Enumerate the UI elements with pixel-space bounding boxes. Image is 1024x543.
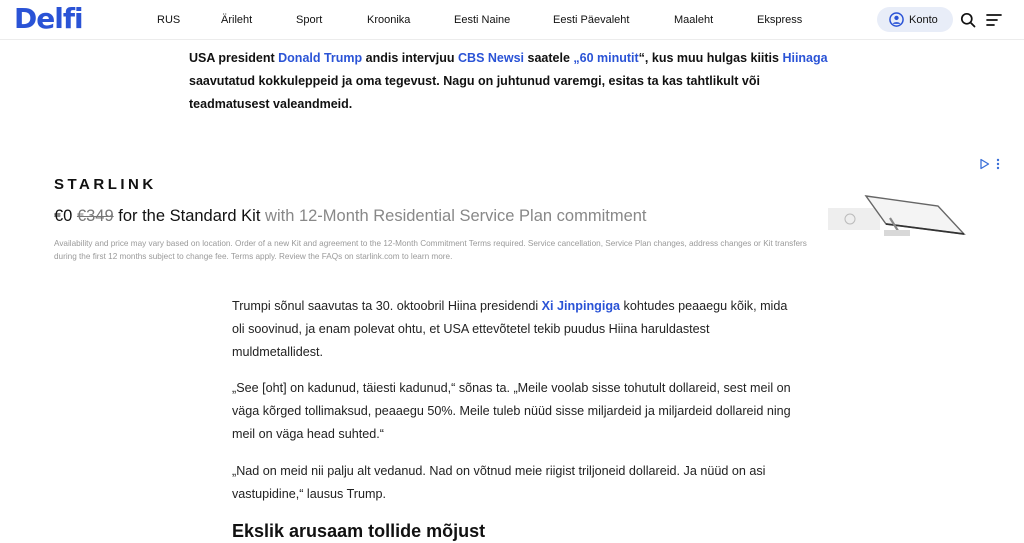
starlink-advertisement[interactable]	[0, 150, 1024, 275]
link-cbs-news[interactable]: CBS Newsi	[458, 51, 525, 65]
lead-text: “, kus muu hulgas kiitis	[638, 51, 783, 65]
lead-text: andis intervjuu	[362, 51, 459, 65]
ad-headline-main: for the Standard Kit	[113, 207, 261, 225]
paragraph-text: kohtudes peaaegu kõik, mida oli soovinud, ja enam polevat ohtu, et USA ettevõtetel tekib puudus Hiina haruldastest muldmetallidest.	[232, 299, 788, 359]
nav-item-kroonika[interactable]: Kroonika	[367, 14, 411, 26]
nav-item-eesti-naine[interactable]: Eesti Naine	[454, 14, 511, 26]
menu-icon[interactable]	[986, 13, 1002, 27]
lead-text: saavutatud kokkuleppeid ja oma tegevust. Nagu on juhtunud varemgi, esitas ta kas tahtlikult või teadmatusest valeandmeid.	[189, 74, 760, 111]
account-button[interactable]	[877, 7, 953, 32]
search-icon[interactable]	[960, 12, 976, 28]
nav-item-rus[interactable]: RUS	[157, 14, 181, 26]
nav-item-eesti-paevaleht[interactable]: Eesti Päevaleht	[553, 14, 630, 26]
link-60-minutit[interactable]: „60 minutit	[573, 51, 639, 65]
nav-item-ekspress[interactable]: Ekspress	[757, 14, 803, 26]
nav-item-maaleht[interactable]: Maaleht	[674, 14, 714, 26]
ad-headline-muted: with 12-Month Residential Service Plan commitment	[260, 207, 647, 225]
paragraph-text: Trumpi sõnul saavutas ta 30. oktoobril Hiina presidendi	[232, 299, 542, 313]
ad-brand-logo: STARLINK	[54, 176, 157, 193]
ad-headline	[54, 207, 647, 226]
article-paragraph: „See [oht] on kadunud, täiesti kadunud,“ sõnas ta. „Meile voolab sisse tohutult dollareid, sest meil on väga kõrged tollimaksud, peaaegu 50%. Meile tuleb nüüd sisse miljardeid ja miljardeid dollareid ning meil on väga head suhted.“	[232, 381, 791, 441]
ad-old-price: €349	[76, 207, 114, 225]
nav-item-arileht[interactable]: Ärileht	[221, 14, 253, 26]
user-icon	[889, 12, 904, 27]
nav-item-sport[interactable]: Sport	[296, 14, 323, 26]
link-xi-jinpingiga[interactable]: Xi Jinpingiga	[541, 299, 621, 313]
ad-price: €0	[54, 207, 73, 225]
article-subheading: Ekslik arusaam tollide mõjust	[232, 521, 486, 541]
ad-fine-print: Availability and price may vary based on location. Order of a new Kit and agreement to the 12-Month Commitment Terms required. Service cancellation, Service Plan changes, address changes or Kit transfers during the first 12 months subject to change fee. Terms apply. Review the FAQs on starlink.com to learn more.	[54, 239, 807, 261]
link-donald-trump[interactable]: Donald Trump	[278, 51, 363, 65]
article-lead	[189, 47, 839, 116]
article-paragraph: „Nad on meid nii palju alt vedanud. Nad on võtnud meie riigist triljoneid dollareid. Ja nüüd on asi vastupidine,“ lausus Trump.	[232, 464, 766, 501]
adchoices-icon[interactable]	[981, 160, 989, 169]
delfi-logo[interactable]: Delfi	[14, 2, 83, 35]
lead-text: saatele	[524, 51, 574, 65]
account-label: Konto	[909, 13, 938, 26]
lead-text: USA president	[189, 51, 279, 65]
more-vertical-icon[interactable]	[997, 159, 999, 169]
ad-controls	[979, 158, 1003, 170]
starlink-dish-icon	[826, 190, 968, 242]
article-paragraph	[232, 295, 792, 364]
link-hiinaga[interactable]: Hiinaga	[782, 51, 828, 65]
site-header	[0, 0, 1024, 40]
